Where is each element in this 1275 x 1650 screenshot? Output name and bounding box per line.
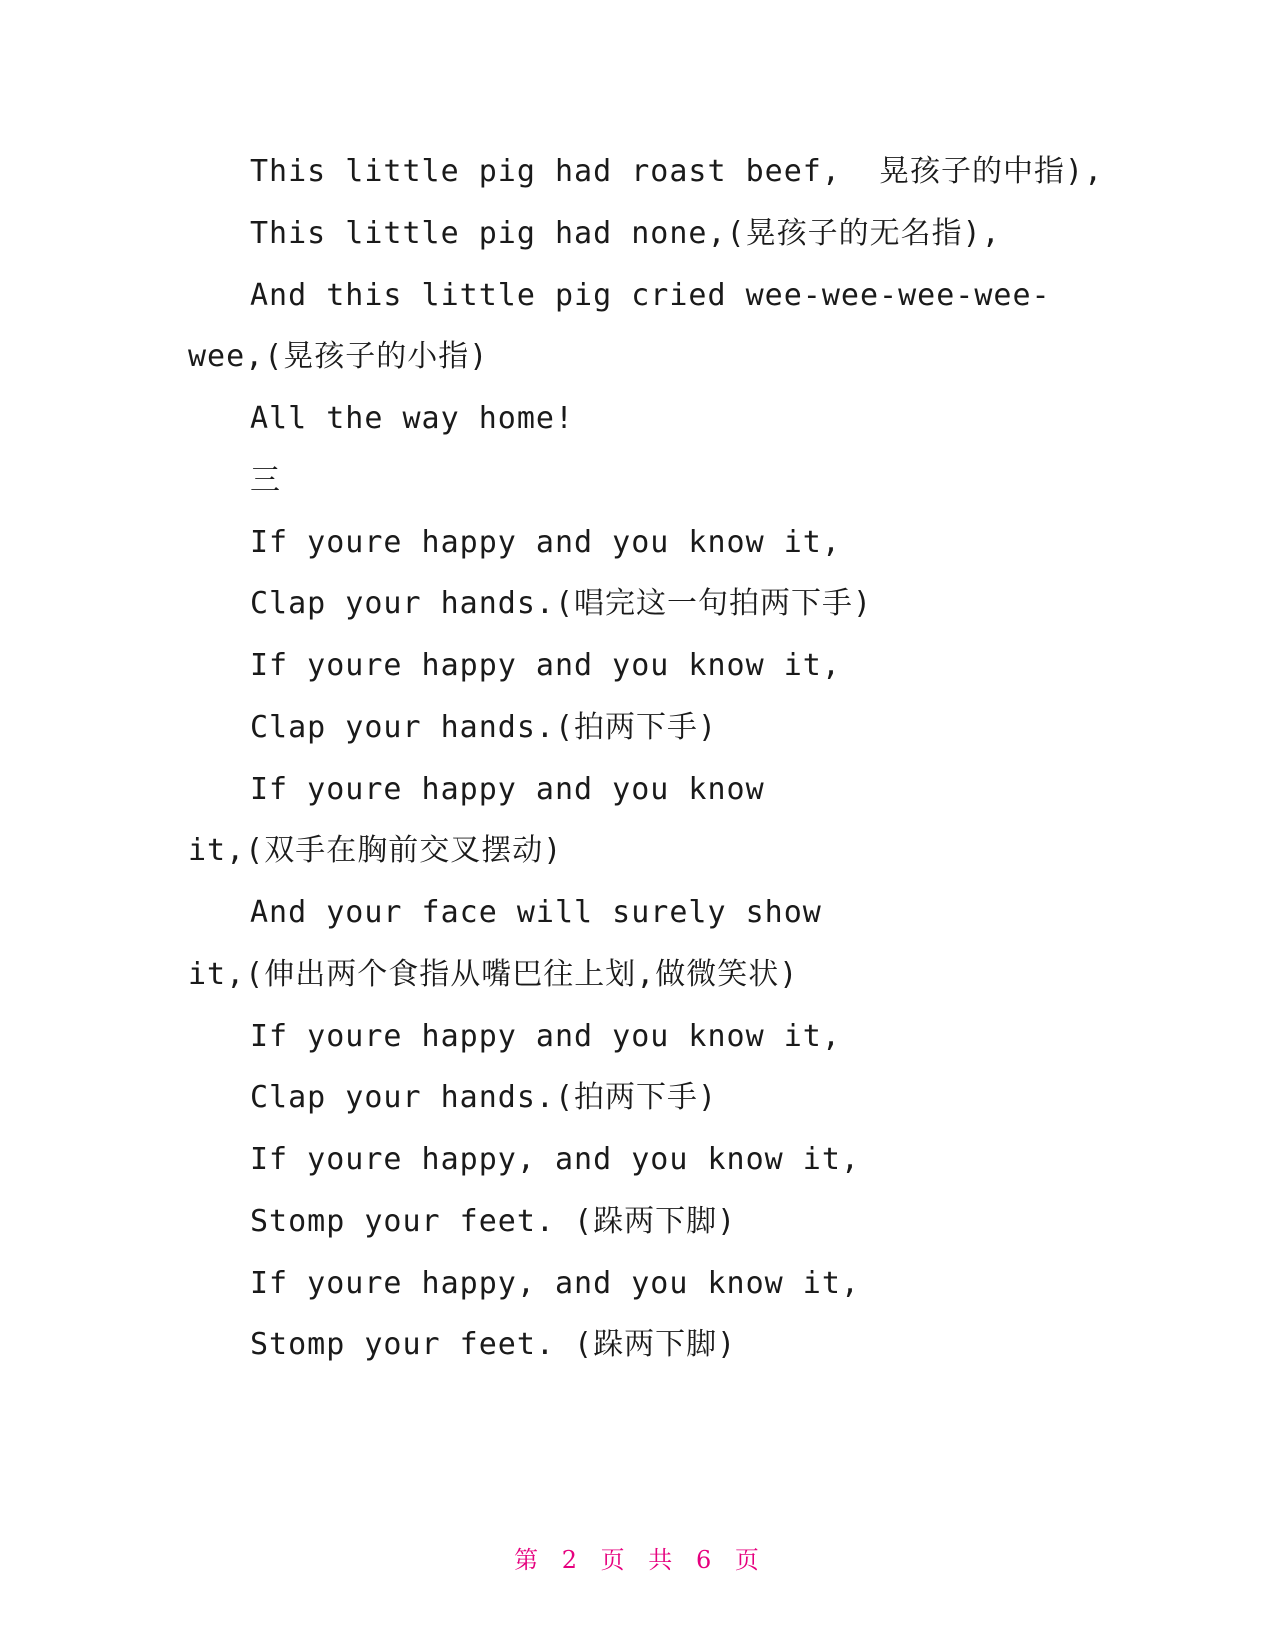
text-line: This little pig had roast beef, 晃孩子的中指), — [250, 154, 1104, 189]
text-line: If youre happy, and you know it, — [250, 1142, 860, 1177]
text-line: All the way home! — [250, 401, 575, 436]
text-line: If youre happy, and you know it, — [250, 1266, 860, 1301]
text-line: Stomp your feet. (跺两下脚) — [250, 1327, 737, 1362]
text-line: If youre happy and you know it, — [250, 1019, 841, 1054]
text-line-continuation: it,(伸出两个食指从嘴巴往上划,做微笑状) — [188, 957, 799, 992]
page-number-footer: 第 2 页 共 6 页 — [514, 1546, 761, 1574]
text-line: This little pig had none,(晃孩子的无名指), — [250, 216, 1001, 251]
text-line: Clap your hands.(拍两下手) — [250, 1080, 718, 1115]
text-line: If youre happy and you know — [250, 772, 765, 807]
text-line-continuation: wee,(晃孩子的小指) — [188, 339, 489, 374]
text-line: If youre happy and you know it, — [250, 648, 841, 683]
section-heading: 三 — [250, 463, 281, 498]
text-line: And this little pig cried wee-wee-wee-wee- — [250, 278, 1051, 313]
text-line: Clap your hands.(唱完这一句拍两下手) — [250, 586, 873, 621]
text-line: If youre happy and you know it, — [250, 525, 841, 560]
text-line-continuation: it,(双手在胸前交叉摆动) — [188, 833, 563, 868]
text-line: And your face will surely show — [250, 895, 822, 930]
text-line: Stomp your feet. (跺两下脚) — [250, 1204, 737, 1239]
text-line: Clap your hands.(拍两下手) — [250, 710, 718, 745]
